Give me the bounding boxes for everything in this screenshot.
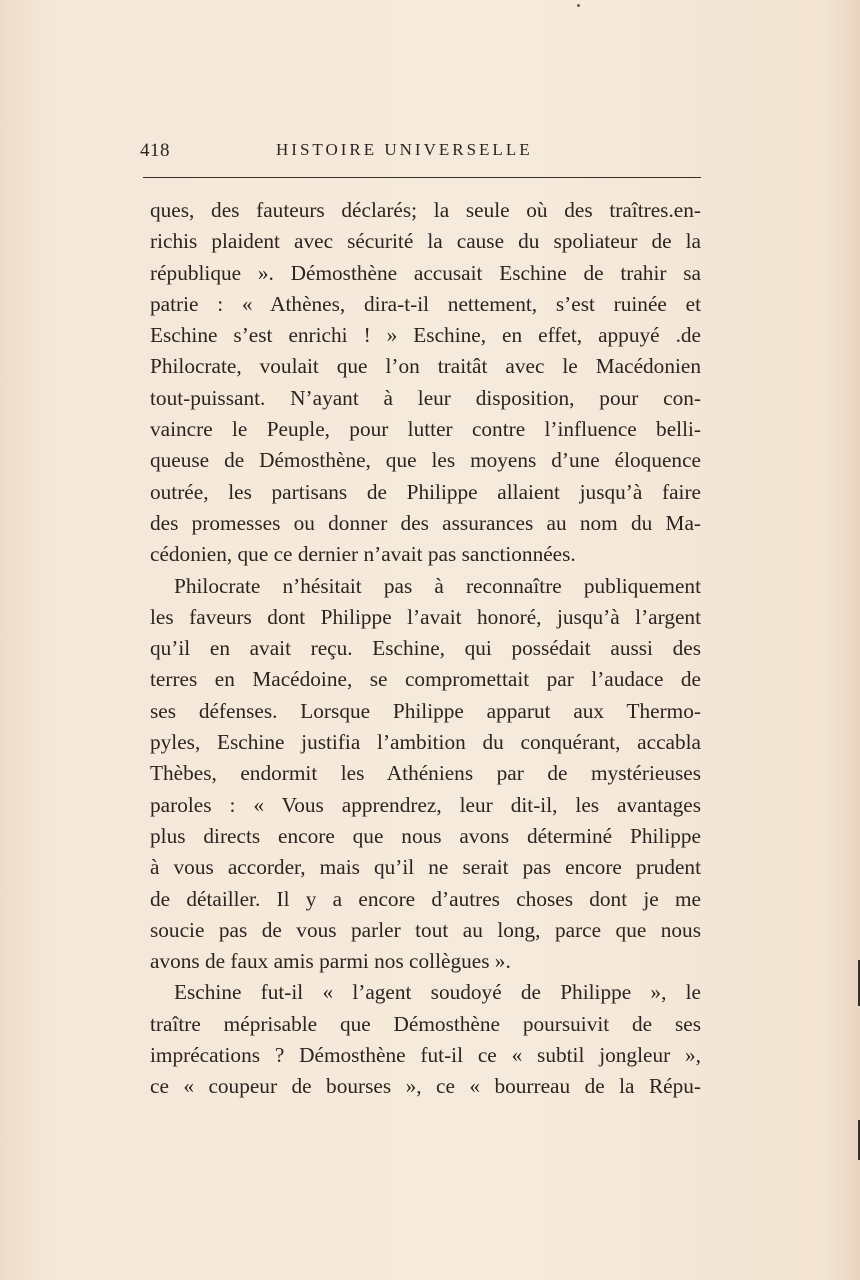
text-line: Eschine fut-il « l’agent soudoyé de Philippe », le xyxy=(174,980,701,1005)
body-text xyxy=(150,195,701,1103)
text-line: Thèbes, endormit les Athéniens par de mystérieuses xyxy=(150,761,701,786)
text-line: qu’il en avait reçu. Eschine, qui possédait aussi des xyxy=(150,636,701,661)
text-line: outrée, les partisans de Philippe allaient jusqu’à faire xyxy=(150,479,701,504)
paragraph-2 xyxy=(150,571,701,978)
text-line: avons de faux amis parmi nos collègues ». xyxy=(150,949,511,974)
running-head xyxy=(140,140,702,166)
text-line: tout-puissant. N’ayant à leur disposition, pour con- xyxy=(150,385,701,410)
text-line: soucie pas de vous parler tout au long, parce que nous xyxy=(150,917,701,942)
paragraph-1 xyxy=(150,195,701,571)
text-line: des promesses ou donner des assurances au nom du Ma- xyxy=(150,510,701,535)
page-number: 418 xyxy=(140,140,170,161)
text-line: pyles, Eschine justifia l’ambition du conquérant, accabla xyxy=(150,730,701,755)
text-line: Philocrate, voulait que l’on traitât avec le Macédonien xyxy=(150,354,701,379)
text-line: les faveurs dont Philippe l’avait honoré, jusqu’à l’argent xyxy=(150,604,701,629)
text-line: traître méprisable que Démosthène poursuivit de ses xyxy=(150,1011,701,1036)
text-line: patrie : « Athènes, dira-t-il nettement, s’est ruinée et xyxy=(150,291,701,316)
text-line: à vous accorder, mais qu’il ne serait pas encore prudent xyxy=(150,855,701,880)
header-rule xyxy=(143,177,701,178)
speck xyxy=(577,4,580,7)
text-line: république ». Démosthène accusait Eschine de trahir sa xyxy=(150,260,701,285)
text-line: ques, des fauteurs déclarés; la seule où des traîtres.en- xyxy=(150,198,701,222)
text-line: paroles : « Vous apprendrez, leur dit-il, les avantages xyxy=(150,792,701,817)
text-line: queuse de Démosthène, que les moyens d’une éloquence xyxy=(150,448,701,473)
text-line: terres en Macédoine, se compromettait par l’audace de xyxy=(150,667,701,692)
text-line: richis plaident avec sécurité la cause du spoliateur de la xyxy=(150,229,701,254)
text-line: Philocrate n’hésitait pas à reconnaître publiquement xyxy=(174,573,701,598)
text-line: plus directs encore que nous avons déterminé Philippe xyxy=(150,823,701,848)
text-line: de détailler. Il y a encore d’autres choses dont je me xyxy=(150,886,701,911)
text-line: ce « coupeur de bourses », ce « bourreau de la Répu- xyxy=(150,1074,701,1099)
text-line: vaincre le Peuple, pour lutter contre l’influence belli- xyxy=(150,417,701,442)
text-line: Eschine s’est enrichi ! » Eschine, en effet, appuyé .de xyxy=(150,323,701,348)
text-line: imprécations ? Démosthène fut-il ce « subtil jongleur », xyxy=(150,1043,701,1068)
running-title: HISTOIRE UNIVERSELLE xyxy=(276,140,533,159)
text-line: ses défenses. Lorsque Philippe apparut aux Thermo- xyxy=(150,698,701,723)
text-line: cédonien, que ce dernier n’avait pas sanctionnées. xyxy=(150,542,576,567)
paragraph-3 xyxy=(150,977,701,1102)
